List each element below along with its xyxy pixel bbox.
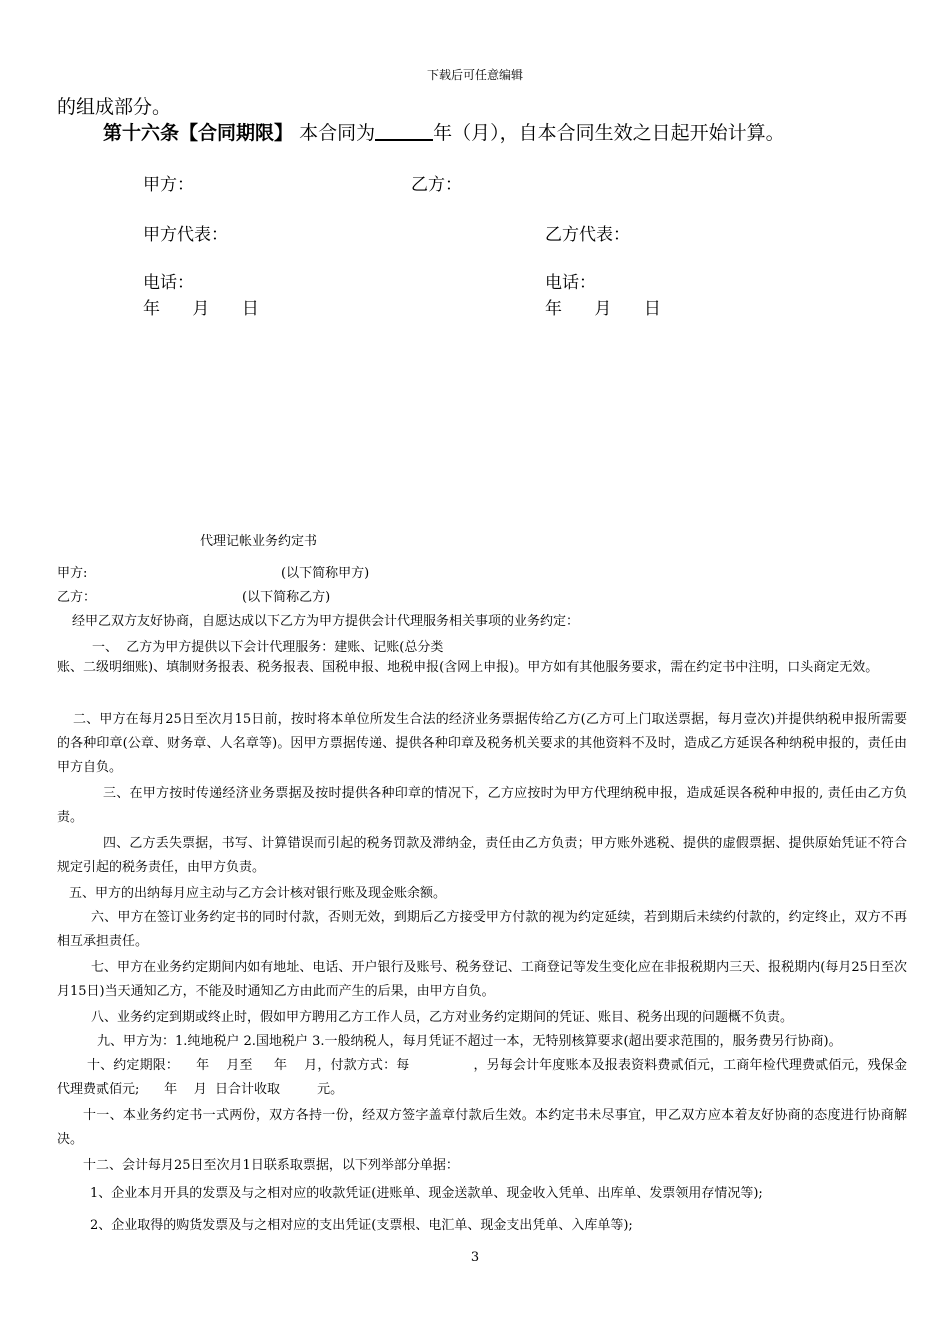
- signature-date-a: 年 月 日: [143, 299, 259, 319]
- clause-4: 四、乙方丢失票据，书写、计算错误而引起的税务罚款及滞纳金，责任由乙方负责；甲方账外逃税、提供的虚假票据、提供原始凭证不符合规定引起的税务责任，由甲方负责。: [57, 836, 907, 875]
- agreement-party-b-note: (以下简称乙方): [242, 590, 331, 605]
- clause-8: 八、业务约定到期或终止时，假如甲方聘用乙方工作人员，乙方对业务约定期间的凭证、账目、税务出现的问题概不负责。: [91, 1010, 794, 1025]
- clause-10: 十、约定期限： 年 月至 年 月，付款方式：每 ，另每会计年度账本及报表资料费贰佰元，工商年检代理费贰佰元，残保金代理费贰佰元; 年 月 日合计收取 元。: [57, 1058, 907, 1097]
- page-number: 3: [470, 1250, 480, 1265]
- clause-2: 二、甲方在每月25日至次月15日前，按时将本单位所发生合法的经济业务票据传给乙方(乙方可上门取送票据，每月壹次)并提供纳税申报所需要的各种印章(公章、财务章、人名章等)。因甲方票据传递、提供各种印章及税务机关要求的其他资料不及时，造成乙方延误各种纳税申报的，责任由甲方自负。: [57, 712, 907, 775]
- clause-1-head: 一、 乙方为甲方提供以下会计代理服务：建账、记账(总分类: [92, 640, 444, 655]
- clause-6: 六、甲方在签订业务约定书的同时付款，否则无效，到期后乙方接受甲方付款的视为约定延续，若到期后未续约付款的，约定终止，双方不再相互承担责任。: [57, 910, 907, 949]
- clause-11: 十一、本业务约定书一式两份，双方各持一份，经双方签字盖章付款后生效。本约定书未尽事宜，甲乙双方应本着友好协商的态度进行协商解决。: [57, 1108, 907, 1147]
- article-16-text-b: 年（月），自本合同生效之日起开始计算。: [433, 122, 785, 144]
- article-16: [103, 118, 785, 145]
- signature-rep-b: 乙方代表：: [545, 225, 630, 245]
- signature-date-b: 年 月 日: [545, 299, 661, 319]
- clause-9: 九、甲方为：1.纯地税户 2.国地税户 3.一般纳税人，每月凭证不超过一本，无特别核算要求(超出要求范围的，服务费另行协商)。: [97, 1034, 842, 1049]
- clause-7: 七、甲方在业务约定期间内如有地址、电话、开户银行及账号、税务登记、工商登记等发生变化应在非报税期内三天、报税期内(每月25日至次月15日)当天通知乙方，不能及时通知乙方由此而产生的后果，由甲方自负。: [57, 960, 907, 999]
- article-16-label: 第十六条【合同期限】: [103, 122, 294, 144]
- agreement-party-a: 甲方:: [57, 566, 88, 581]
- signature-party-a: 甲方：: [143, 175, 194, 195]
- signature-phone-a: 电话：: [143, 273, 194, 293]
- clause-3: 三、在甲方按时传递经济业务票据及按时提供各种印章的情况下，乙方应按时为甲方代理纳税申报，造成延误各税种申报的, 责任由乙方负责。: [57, 786, 907, 825]
- term-blank: [375, 123, 433, 141]
- signature-phone-b: 电话：: [545, 273, 596, 293]
- agreement-title: 代理记帐业务约定书: [200, 534, 318, 549]
- agreement-party-a-note: (以下简称甲方): [281, 566, 370, 581]
- continuation-line: 的组成部分。: [57, 96, 172, 118]
- clause-12-item-2: 2、企业取得的购货发票及与之相对应的支出凭证(支票根、电汇单、现金支出凭单、入库单等);: [90, 1218, 633, 1233]
- article-16-text-a: 本合同为: [299, 122, 376, 144]
- clause-5: 五、甲方的出纳每月应主动与乙方会计核对银行账及现金账余额。: [69, 886, 447, 901]
- signature-rep-a: 甲方代表：: [143, 225, 228, 245]
- page-header: 下载后可任意编辑: [426, 68, 523, 82]
- clause-12-item-1: 1、企业本月开具的发票及与之相对应的收款凭证(进账单、现金送款单、现金收入凭单、出库单、发票领用存情况等);: [90, 1186, 763, 1201]
- agreement-party-b: 乙方：: [57, 590, 97, 605]
- signature-party-b: 乙方：: [411, 175, 462, 195]
- agreement-intro: 经甲乙双方友好协商，自愿达成以下乙方为甲方提供会计代理服务相关事项的业务约定：: [72, 614, 580, 629]
- clause-1-body: 账、二级明细账)、填制财务报表、税务报表、国税申报、地税申报(含网上申报)。甲方如有其他服务要求，需在约定书中注明，口头商定无效。: [57, 660, 879, 675]
- clause-12: 十二、会计每月25日至次月1日联系取票据，以下列举部分单据：: [83, 1158, 459, 1173]
